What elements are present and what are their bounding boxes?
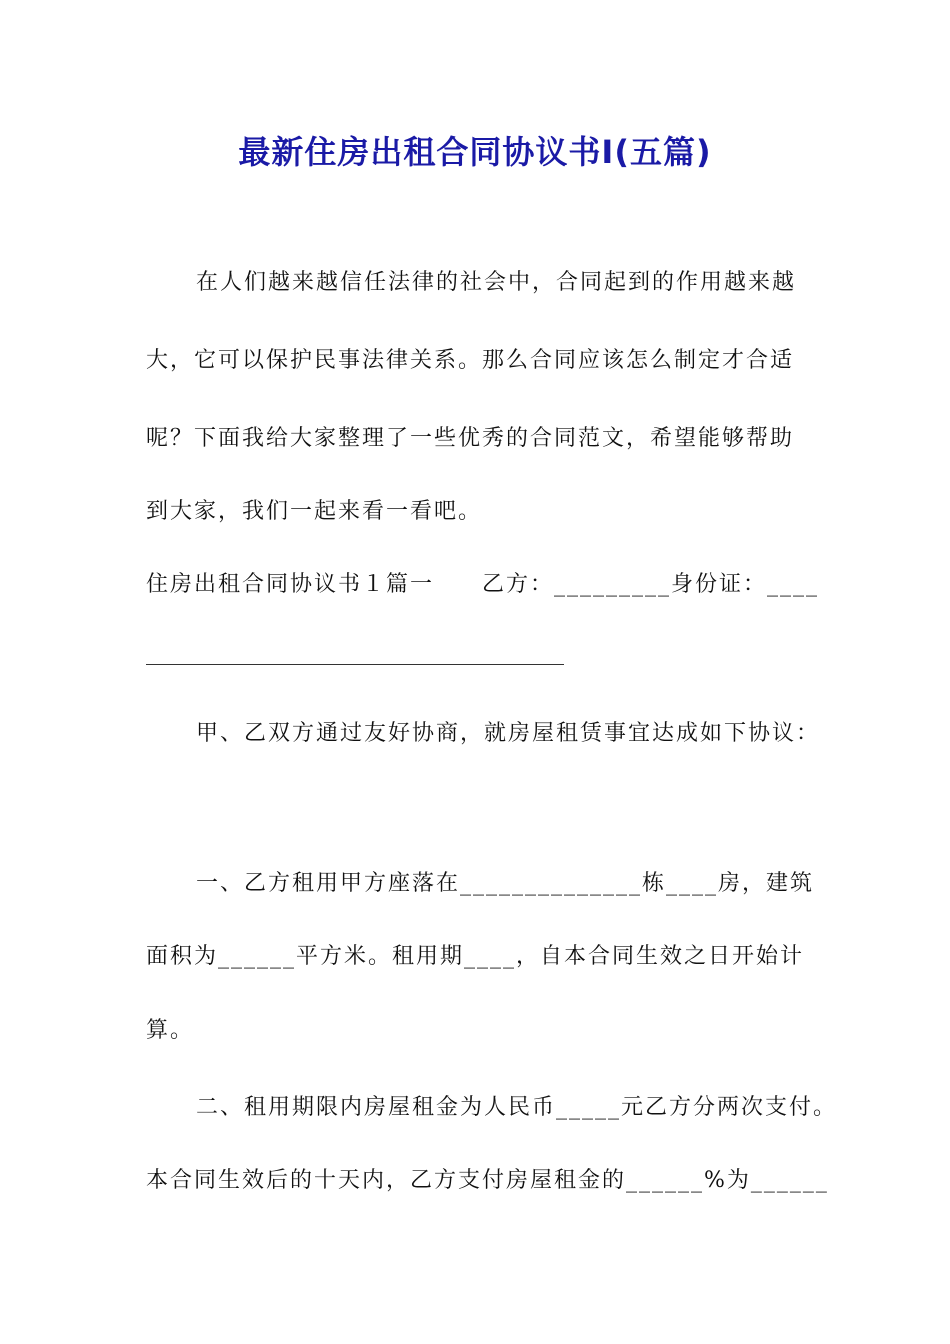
clause-1-line-3: 算。 — [146, 1018, 195, 1043]
clause-2-line-1: 二、租用期限内房屋租金为人民币_____元乙方分两次支付。 — [196, 1095, 838, 1120]
intro-line-1: 在人们越来越信任法律的社会中，合同起到的作用越来越 — [196, 270, 797, 295]
intro-line-2: 大，它可以保护民事法律关系。那么合同应该怎么制定才合适 — [146, 348, 795, 373]
blank-underline — [146, 664, 564, 665]
clause-1-line-1: 一、乙方租用甲方座落在______________栋____房，建筑 — [196, 871, 815, 896]
section-heading-line: 住房出租合同协议书１篇一 乙方：_________身份证：____ — [146, 572, 820, 597]
intro-line-4: 到大家，我们一起来看一看吧。 — [146, 499, 483, 524]
clause-2-line-2: 本合同生效后的十天内，乙方支付房屋租金的______%为______ — [146, 1168, 829, 1193]
document-title: 最新住房出租合同协议书Ⅰ(五篇) — [238, 133, 712, 171]
intro-line-3: 呢？下面我给大家整理了一些优秀的合同范文，希望能够帮助 — [146, 426, 795, 451]
clause-1-line-2: 面积为______平方米。租用期____，自本合同生效之日开始计 — [146, 944, 805, 969]
agreement-intro: 甲、乙双方通过友好协商，就房屋租赁事宜达成如下协议： — [196, 721, 821, 746]
